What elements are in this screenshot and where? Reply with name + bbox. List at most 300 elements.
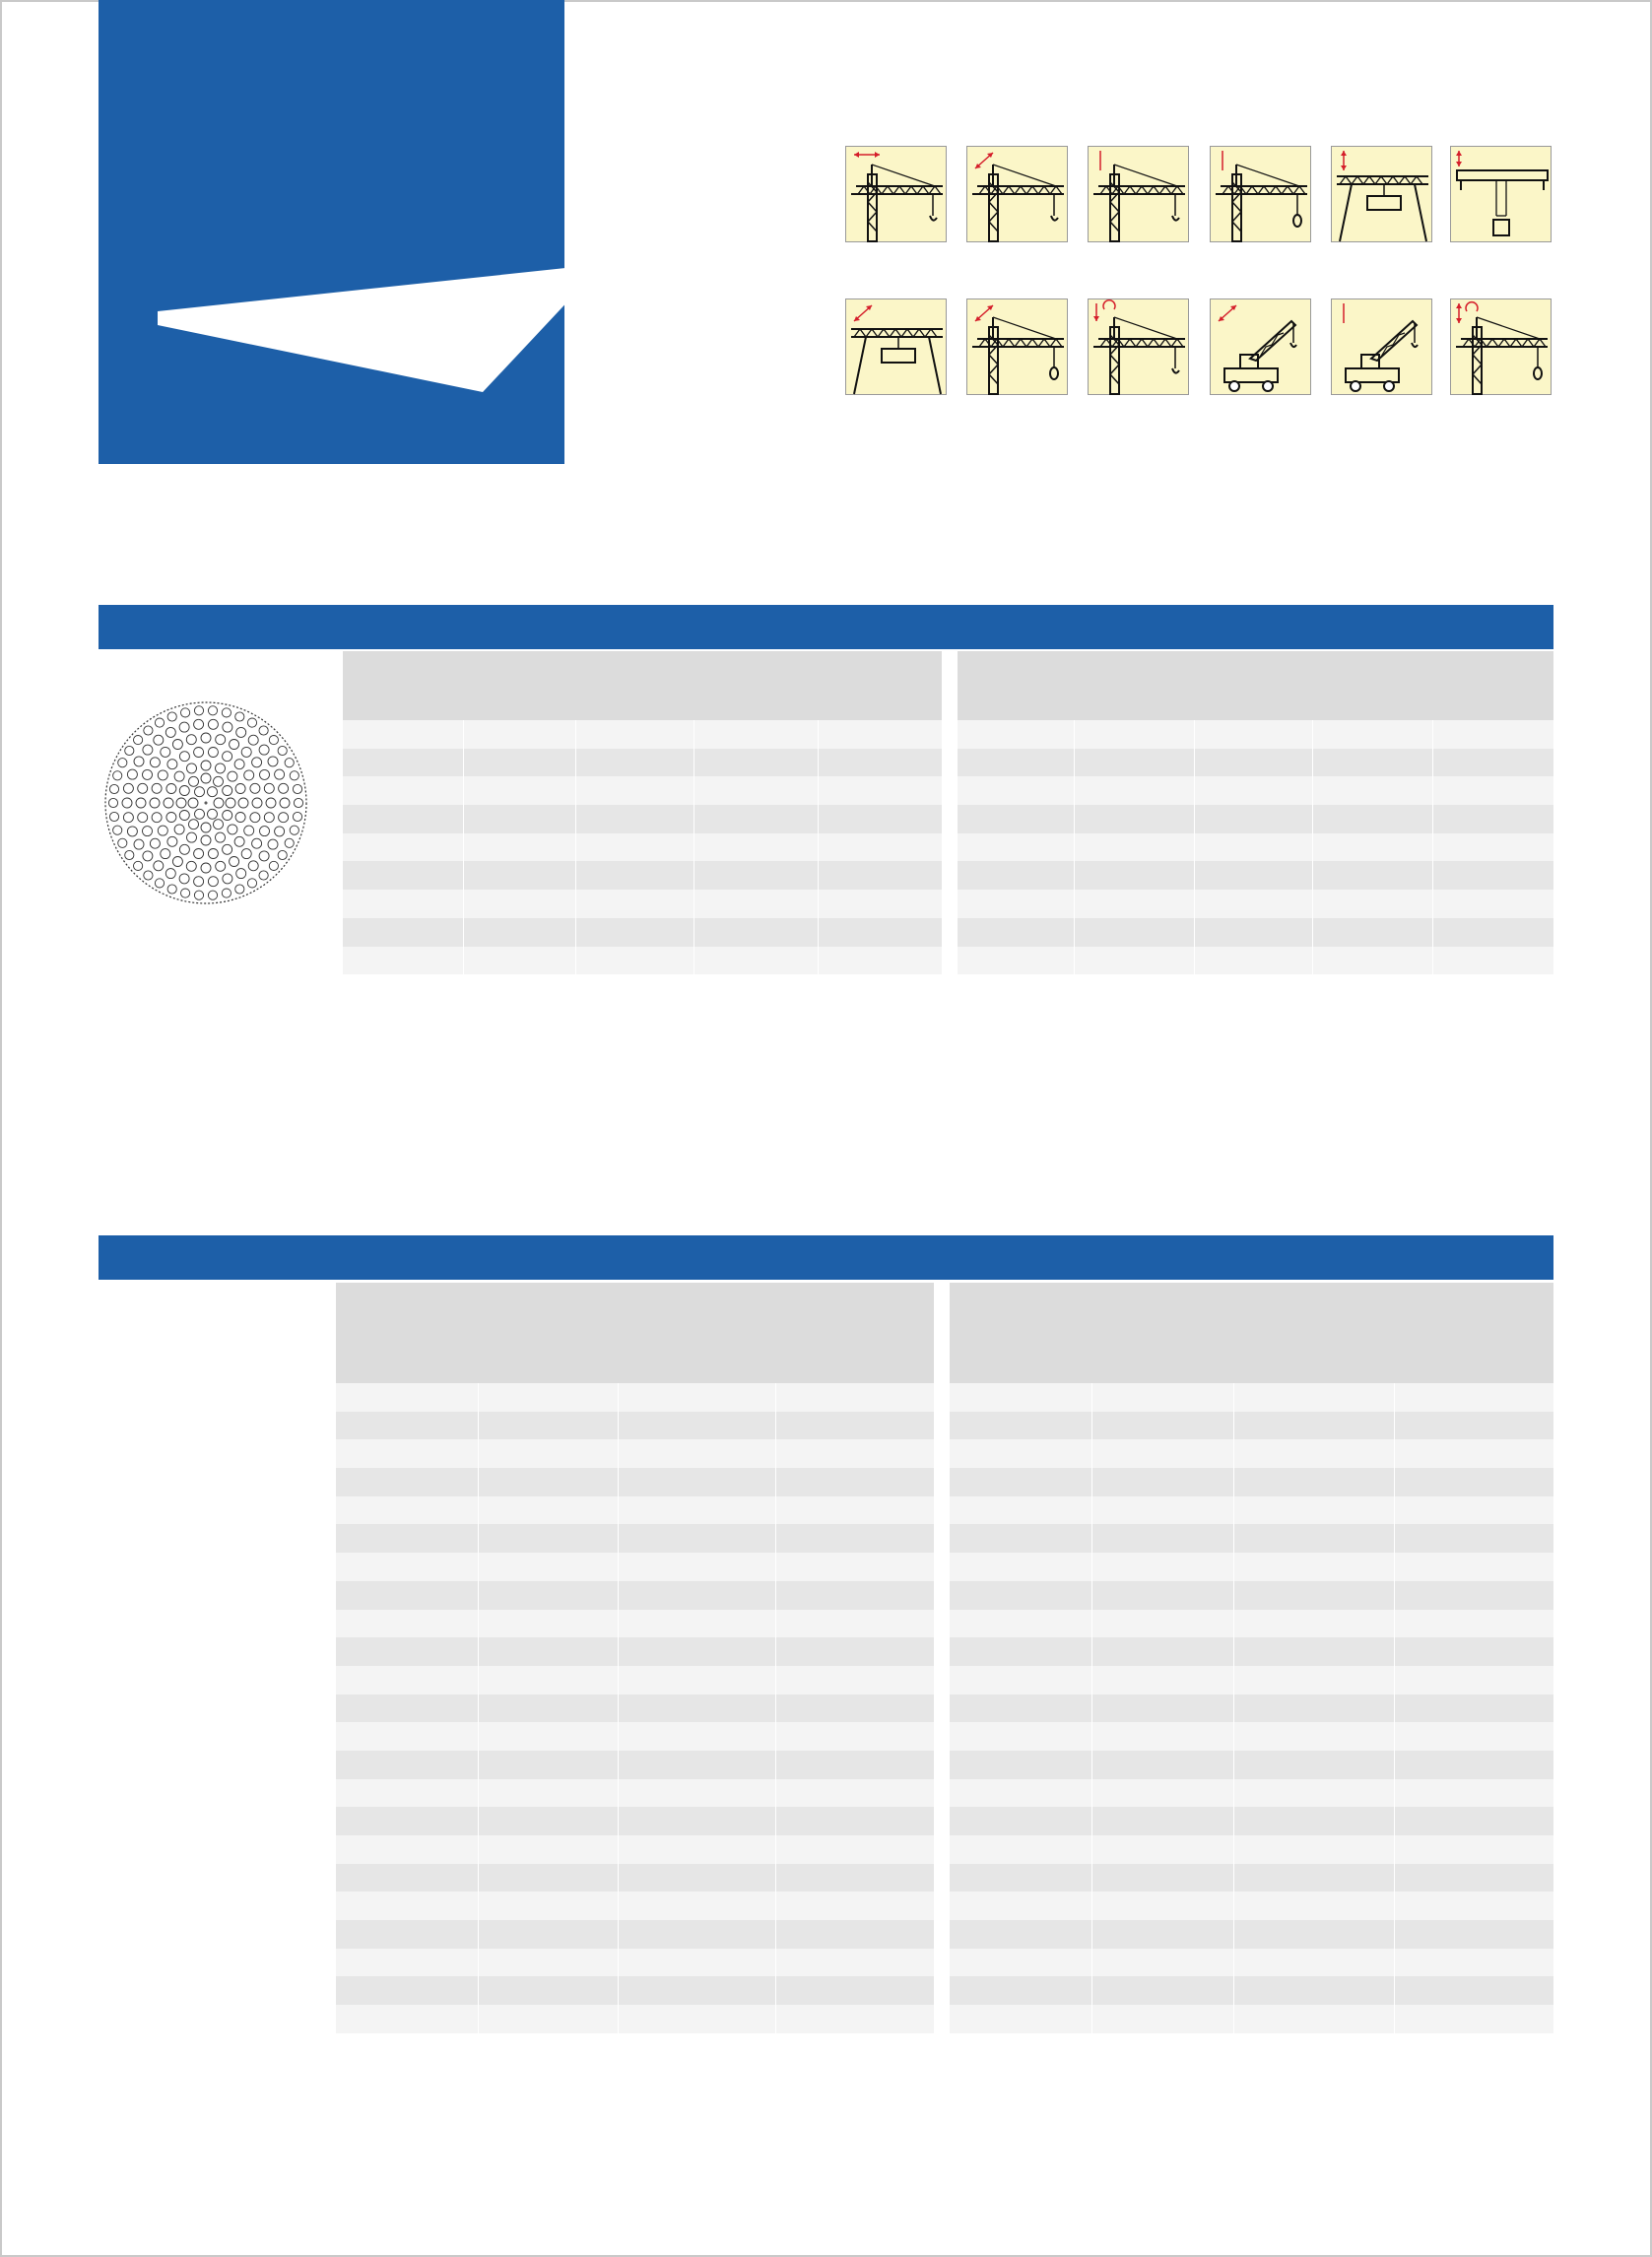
table-row	[336, 1864, 934, 1892]
table-row	[950, 1581, 1553, 1610]
table-cell	[1312, 890, 1432, 918]
crane-usage-item	[845, 299, 954, 399]
table-cell	[1091, 2005, 1233, 2033]
table-row	[336, 1807, 934, 1835]
table-cell	[618, 1976, 775, 2005]
table-cell	[818, 805, 942, 833]
table-cell	[336, 1864, 478, 1892]
crane-usage-item	[1210, 146, 1318, 246]
table-row	[336, 1694, 934, 1723]
dd9-grade-1770	[1194, 683, 1312, 720]
table-cell	[958, 805, 1074, 833]
table-cell	[1091, 1864, 1233, 1892]
table-row	[958, 833, 1553, 862]
table-cell	[1432, 861, 1553, 890]
table-row	[958, 861, 1553, 890]
table-cell	[336, 1920, 478, 1949]
table-cell	[336, 1666, 478, 1694]
table-row	[950, 1694, 1553, 1723]
table-cell	[1074, 861, 1194, 890]
mobile-crane-icon	[1210, 299, 1311, 395]
table-cell	[1394, 1637, 1553, 1666]
table-cell	[1432, 833, 1553, 862]
table-cell	[618, 1439, 775, 1468]
table-cell	[618, 1496, 775, 1525]
table-cell	[1394, 1835, 1553, 1864]
table-cell	[1091, 1694, 1233, 1723]
table-row	[950, 2005, 1553, 2033]
table-cell	[343, 720, 463, 749]
table-cell	[950, 1949, 1091, 1977]
table-cell	[1074, 749, 1194, 777]
table-cell	[1394, 1722, 1553, 1751]
table-cell	[775, 1666, 934, 1694]
table-cell	[775, 1610, 934, 1638]
table-cell	[575, 947, 694, 975]
table-row	[343, 947, 942, 975]
table-cell	[950, 1412, 1091, 1440]
table-cell	[478, 1412, 618, 1440]
table-cell	[575, 918, 694, 947]
table-cell	[1091, 1412, 1233, 1440]
table-cell	[618, 1949, 775, 1977]
sol-breaking-header	[618, 1283, 934, 1320]
table-cell	[1091, 1468, 1233, 1496]
table-cell	[1394, 1949, 1553, 1977]
table-cell	[618, 1412, 775, 1440]
table-cell	[958, 720, 1074, 749]
table-cell	[775, 1496, 934, 1525]
table-cell	[775, 1553, 934, 1581]
table-cell	[336, 1412, 478, 1440]
table-cell	[950, 1976, 1091, 2005]
table-row	[343, 720, 942, 749]
table-cell	[950, 1553, 1091, 1581]
table-cell	[775, 1412, 934, 1440]
table-cell	[958, 776, 1074, 805]
table-cell	[950, 1581, 1091, 1610]
table-row	[336, 1779, 934, 1808]
table-row	[958, 749, 1553, 777]
table-cell	[775, 1468, 934, 1496]
table-cell	[694, 805, 818, 833]
table-cell	[463, 833, 575, 862]
table-row	[950, 1722, 1553, 1751]
table-cell	[1394, 1468, 1553, 1496]
table-row	[343, 805, 942, 833]
table-row	[336, 1581, 934, 1610]
dd9-grade-1960	[694, 683, 818, 720]
table-row	[343, 861, 942, 890]
table-row	[336, 1666, 934, 1694]
table-cell	[1394, 1892, 1553, 1920]
table-cell	[1233, 1553, 1394, 1581]
table-cell	[336, 1439, 478, 1468]
crane-usage-item	[1450, 299, 1558, 399]
table-cell	[1394, 1694, 1553, 1723]
dd9-breaking-header	[1194, 651, 1553, 683]
table-cell	[336, 1637, 478, 1666]
sol-grade-2160	[1394, 1320, 1553, 1383]
table-cell	[343, 861, 463, 890]
table-row	[950, 1666, 1553, 1694]
dd9-diameter-header	[343, 651, 463, 720]
table-cell	[336, 1694, 478, 1723]
table-cell	[818, 749, 942, 777]
table-cell	[1432, 749, 1553, 777]
table-cell	[478, 1892, 618, 1920]
table-cell	[775, 1835, 934, 1864]
table-cell	[463, 749, 575, 777]
table-cell	[775, 1751, 934, 1779]
sol-table-left	[336, 1283, 934, 2033]
table-cell	[478, 1807, 618, 1835]
table-cell	[1074, 805, 1194, 833]
table-cell	[1091, 1892, 1233, 1920]
table-row	[336, 1468, 934, 1496]
grab-crane-icon	[1450, 299, 1552, 395]
table-cell	[343, 749, 463, 777]
table-cell	[336, 1976, 478, 2005]
table-cell	[1091, 1835, 1233, 1864]
table-row	[950, 1524, 1553, 1553]
table-cell	[1074, 918, 1194, 947]
table-cell	[1312, 833, 1432, 862]
table-cell	[950, 1835, 1091, 1864]
table-cell	[1233, 1722, 1394, 1751]
table-cell	[1312, 918, 1432, 947]
table-row	[958, 890, 1553, 918]
table-row	[336, 1610, 934, 1638]
table-cell	[1312, 861, 1432, 890]
table-cell	[463, 805, 575, 833]
table-cell	[950, 1807, 1091, 1835]
table-row	[336, 2005, 934, 2033]
table-cell	[1394, 1864, 1553, 1892]
table-row	[958, 720, 1553, 749]
table-cell	[1394, 1976, 1553, 2005]
table-row	[958, 918, 1553, 947]
table-row	[950, 1949, 1553, 1977]
table-cell	[618, 1524, 775, 1553]
table-cell	[1312, 776, 1432, 805]
table-cell	[1194, 890, 1312, 918]
table-row	[958, 776, 1553, 805]
table-row	[336, 1976, 934, 2005]
table-cell	[775, 1976, 934, 2005]
table-cell	[478, 1637, 618, 1666]
table-cell	[775, 1807, 934, 1835]
table-cell	[336, 1949, 478, 1977]
table-cell	[478, 1976, 618, 2005]
table-row	[950, 1864, 1553, 1892]
table-cell	[775, 1637, 934, 1666]
table-cell	[1091, 1553, 1233, 1581]
table-row	[950, 1835, 1553, 1864]
table-row	[950, 1637, 1553, 1666]
table-cell	[950, 1610, 1091, 1638]
table-cell	[336, 1468, 478, 1496]
grab-crane-icon	[966, 299, 1068, 395]
table-cell	[950, 1383, 1091, 1412]
table-cell	[478, 1581, 618, 1610]
crane-usage-item	[1331, 299, 1439, 399]
table-cell	[958, 918, 1074, 947]
table-row	[336, 1412, 934, 1440]
table-cell	[1432, 720, 1553, 749]
table-cell	[478, 1524, 618, 1553]
table-cell	[478, 1496, 618, 1525]
table-cell	[950, 1722, 1091, 1751]
table-cell	[336, 1807, 478, 1835]
table-cell	[1091, 1439, 1233, 1468]
table-cell	[1233, 1610, 1394, 1638]
table-cell	[336, 1581, 478, 1610]
table-cell	[950, 1468, 1091, 1496]
table-cell	[618, 1864, 775, 1892]
table-cell	[343, 833, 463, 862]
table-row	[950, 1920, 1553, 1949]
table-cell	[1233, 1807, 1394, 1835]
table-cell	[694, 833, 818, 862]
table-cell	[694, 776, 818, 805]
dd9-grade-2160	[818, 683, 942, 720]
section-bar-dd9	[99, 605, 1553, 649]
table-cell	[478, 1751, 618, 1779]
crane-usage-item	[1331, 146, 1439, 246]
table-cell	[1091, 1976, 1233, 2005]
table-cell	[775, 1864, 934, 1892]
table-row	[950, 1779, 1553, 1808]
table-cell	[618, 1751, 775, 1779]
crane-usage-item	[966, 146, 1075, 246]
table-cell	[478, 1610, 618, 1638]
table-row	[336, 1949, 934, 1977]
table-cell	[1194, 861, 1312, 890]
sol-rope-cross-section-image	[102, 1325, 315, 1538]
sol-grade-1960	[1233, 1320, 1394, 1383]
table-row	[950, 1751, 1553, 1779]
table-cell	[1394, 1779, 1553, 1808]
table-cell	[1091, 1779, 1233, 1808]
sol-weight-header	[1091, 1283, 1233, 1383]
table-cell	[343, 890, 463, 918]
table-cell	[618, 1722, 775, 1751]
tower-crane-icon	[845, 146, 947, 242]
table-cell	[1312, 805, 1432, 833]
table-cell	[775, 1722, 934, 1751]
table-cell	[343, 776, 463, 805]
section-bar-sol	[99, 1235, 1553, 1280]
table-cell	[618, 1637, 775, 1666]
table-cell	[1394, 1383, 1553, 1412]
table-cell	[336, 2005, 478, 2033]
table-cell	[1194, 749, 1312, 777]
dd9-weight-header	[463, 651, 575, 720]
table-cell	[1432, 890, 1553, 918]
table-cell	[1091, 1581, 1233, 1610]
table-cell	[478, 1864, 618, 1892]
table-cell	[1233, 1694, 1394, 1723]
dd9-weight-header	[1074, 651, 1194, 720]
table-cell	[575, 805, 694, 833]
table-row	[336, 1722, 934, 1751]
table-cell	[336, 1751, 478, 1779]
table-cell	[336, 1892, 478, 1920]
tower-crane-icon	[1088, 146, 1189, 242]
table-cell	[818, 947, 942, 975]
table-cell	[775, 1920, 934, 1949]
table-cell	[818, 861, 942, 890]
table-cell	[1394, 1581, 1553, 1610]
table-cell	[775, 1892, 934, 1920]
table-cell	[575, 776, 694, 805]
table-cell	[1194, 805, 1312, 833]
table-cell	[1074, 833, 1194, 862]
table-cell	[950, 1694, 1091, 1723]
table-cell	[1074, 947, 1194, 975]
sol-grade-2160	[775, 1320, 934, 1383]
table-cell	[575, 861, 694, 890]
table-cell	[1394, 1666, 1553, 1694]
table-cell	[575, 833, 694, 862]
table-cell	[618, 1581, 775, 1610]
container-crane-icon	[1331, 146, 1432, 242]
table-cell	[463, 947, 575, 975]
crane-usage-item	[966, 299, 1075, 399]
table-cell	[1312, 720, 1432, 749]
table-cell	[950, 1666, 1091, 1694]
table-cell	[950, 1439, 1091, 1468]
table-cell	[950, 1920, 1091, 1949]
foundry-crane-icon	[1450, 146, 1552, 242]
table-cell	[1432, 947, 1553, 975]
table-cell	[958, 890, 1074, 918]
table-cell	[618, 1383, 775, 1412]
table-cell	[694, 947, 818, 975]
table-row	[950, 1610, 1553, 1638]
table-cell	[775, 1383, 934, 1412]
table-cell	[958, 861, 1074, 890]
table-cell	[1233, 1468, 1394, 1496]
table-cell	[618, 1666, 775, 1694]
table-cell	[1194, 918, 1312, 947]
table-cell	[575, 890, 694, 918]
table-cell	[950, 1892, 1091, 1920]
table-row	[950, 1496, 1553, 1525]
table-cell	[575, 749, 694, 777]
table-row	[336, 1496, 934, 1525]
sol-diameter-header	[950, 1283, 1091, 1383]
dd9-grade-2160	[1432, 683, 1553, 720]
table-cell	[1091, 1920, 1233, 1949]
table-row	[343, 776, 942, 805]
table-cell	[336, 1553, 478, 1581]
table-cell	[1233, 1920, 1394, 1949]
table-cell	[1233, 1524, 1394, 1553]
table-cell	[618, 1468, 775, 1496]
sol-breaking-header	[1233, 1283, 1553, 1320]
table-cell	[575, 720, 694, 749]
table-cell	[1091, 1496, 1233, 1525]
table-cell	[1074, 720, 1194, 749]
grab-crane-icon	[1210, 146, 1311, 242]
table-row	[336, 1751, 934, 1779]
table-cell	[1091, 1637, 1233, 1666]
sol-table-right	[950, 1283, 1553, 2033]
table-cell	[1233, 1779, 1394, 1808]
table-row	[336, 1524, 934, 1553]
table-cell	[958, 947, 1074, 975]
table-row	[343, 890, 942, 918]
table-cell	[1233, 1835, 1394, 1864]
table-cell	[958, 833, 1074, 862]
table-cell	[343, 918, 463, 947]
table-cell	[618, 1779, 775, 1808]
table-row	[336, 1892, 934, 1920]
table-cell	[950, 1779, 1091, 1808]
table-cell	[950, 1637, 1091, 1666]
table-cell	[1091, 1524, 1233, 1553]
table-cell	[336, 1779, 478, 1808]
tower-crane-icon	[966, 146, 1068, 242]
table-cell	[1233, 1751, 1394, 1779]
table-cell	[958, 749, 1074, 777]
table-cell	[478, 1383, 618, 1412]
table-cell	[1432, 776, 1553, 805]
dd9-table-right	[958, 651, 1553, 974]
table-cell	[1074, 890, 1194, 918]
table-cell	[950, 1864, 1091, 1892]
crane-usage-item	[845, 146, 954, 246]
table-row	[343, 749, 942, 777]
crane-usage-item	[1210, 299, 1318, 399]
table-cell	[1432, 918, 1553, 947]
table-cell	[618, 1610, 775, 1638]
table-cell	[1312, 749, 1432, 777]
table-row	[336, 1637, 934, 1666]
table-row	[336, 1920, 934, 1949]
table-row	[950, 1976, 1553, 2005]
dd9-table-left	[343, 651, 942, 974]
table-cell	[1432, 805, 1553, 833]
table-cell	[1091, 1383, 1233, 1412]
table-cell	[478, 1949, 618, 1977]
table-cell	[1233, 1892, 1394, 1920]
table-row	[336, 1553, 934, 1581]
table-cell	[694, 890, 818, 918]
table-cell	[478, 1468, 618, 1496]
table-row	[958, 805, 1553, 833]
table-cell	[618, 1920, 775, 1949]
table-row	[950, 1412, 1553, 1440]
table-cell	[478, 1666, 618, 1694]
table-cell	[950, 1751, 1091, 1779]
table-cell	[775, 1581, 934, 1610]
crane-usage-item	[1088, 299, 1196, 399]
table-cell	[336, 1383, 478, 1412]
table-cell	[343, 805, 463, 833]
table-cell	[775, 1694, 934, 1723]
table-cell	[950, 1524, 1091, 1553]
table-cell	[1394, 1751, 1553, 1779]
table-cell	[478, 1439, 618, 1468]
table-row	[343, 833, 942, 862]
dd9-breaking-header	[575, 651, 942, 683]
container-crane-icon	[845, 299, 947, 395]
table-cell	[343, 947, 463, 975]
dd9-diameter-header	[958, 651, 1074, 720]
